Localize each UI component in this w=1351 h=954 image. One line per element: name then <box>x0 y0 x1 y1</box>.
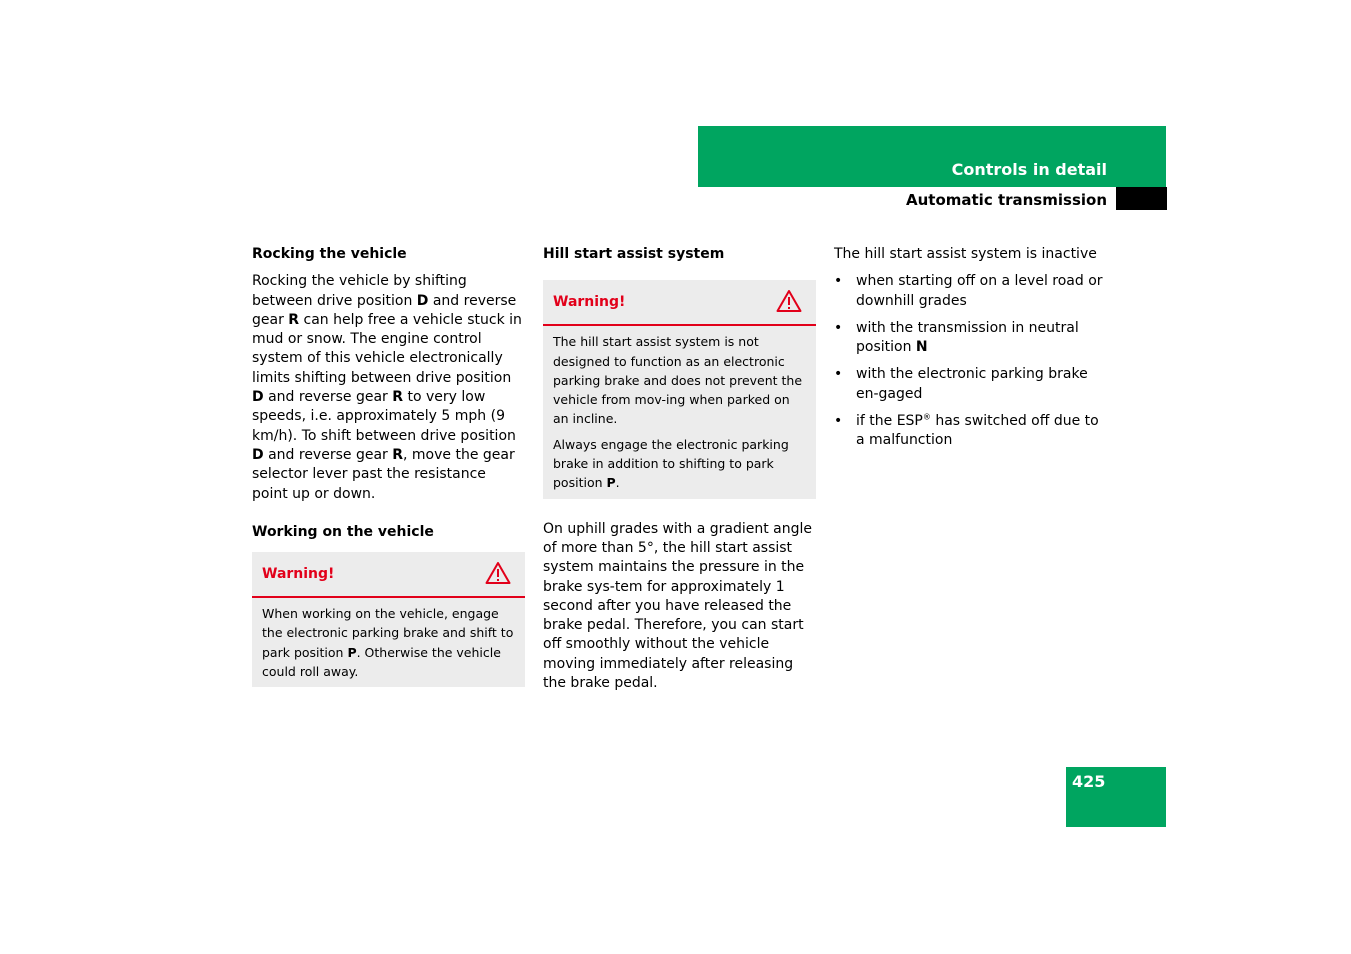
subsection-title: Automatic transmission <box>906 191 1107 209</box>
column-2 <box>543 245 816 693</box>
working-heading: Working on the vehicle <box>252 523 434 540</box>
rocking-paragraph: Rocking the vehicle by shifting between drive position D and reverse gear R can help free a vehicle stuck in mud or snow. The engine control system of this vehicle electronically limits shifting between drive position D and reverse gear R to very low speeds, i.e. approximately 5 mph (9 km/h). To shift between drive position D and reverse gear R, move the gear selector lever past the resistance point up or down. <box>252 273 522 502</box>
warning-box <box>252 552 525 687</box>
warning-triangle-icon <box>776 289 802 313</box>
section-tab-marker <box>1116 187 1167 210</box>
inactive-intro: The hill start assist system is inactive <box>834 246 1097 262</box>
list-item: • when starting off on a level road or downhill grades <box>834 273 1103 309</box>
warning-label: Warning! <box>262 566 335 583</box>
page-number: 425 <box>1072 772 1106 791</box>
rocking-heading: Rocking the vehicle <box>252 246 407 262</box>
warning-header <box>543 280 816 326</box>
warning-label: Warning! <box>553 294 626 311</box>
bullet: • <box>834 413 843 430</box>
hill-start-heading: Hill start assist system <box>543 246 725 262</box>
column-1 <box>252 245 525 687</box>
list-item: • with the transmission in neutral position N <box>834 319 1079 356</box>
bullet: • <box>834 366 843 383</box>
warning-text: When working on the vehicle, engage the electronic parking brake and shift to park position P. Otherwise the vehicle could roll away. <box>262 606 514 680</box>
warning-triangle-icon <box>485 561 511 585</box>
bullet: • <box>834 273 843 290</box>
bullet: • <box>834 319 843 336</box>
page-number-box <box>1066 767 1166 827</box>
warning-text: The hill start assist system is not designed to function as an electronic parking brake and does not prevent the vehicle from mov-ing when parked on an incline. Always engage the electronic parking brake in addition to shifting to park position P. <box>553 334 803 491</box>
column-3 <box>834 245 1104 459</box>
list-item: • with the electronic parking brake en-gaged <box>834 366 1088 402</box>
section-title: Controls in detail <box>951 160 1107 179</box>
warning-header <box>252 552 525 598</box>
list-item: • if the ESP® has switched off due to a malfunction <box>834 412 1099 449</box>
hill-start-paragraph: On uphill grades with a gradient angle of more than 5°, the hill start assist system maintains the pressure in the brake sys-tem for approximately 1 second after you have released the brake pedal. Therefore, you can start off smoothly without the vehicle moving immediately after releasing the brake pedal. <box>543 520 813 692</box>
inactive-conditions-list <box>834 272 1104 450</box>
warning-box <box>543 280 816 498</box>
